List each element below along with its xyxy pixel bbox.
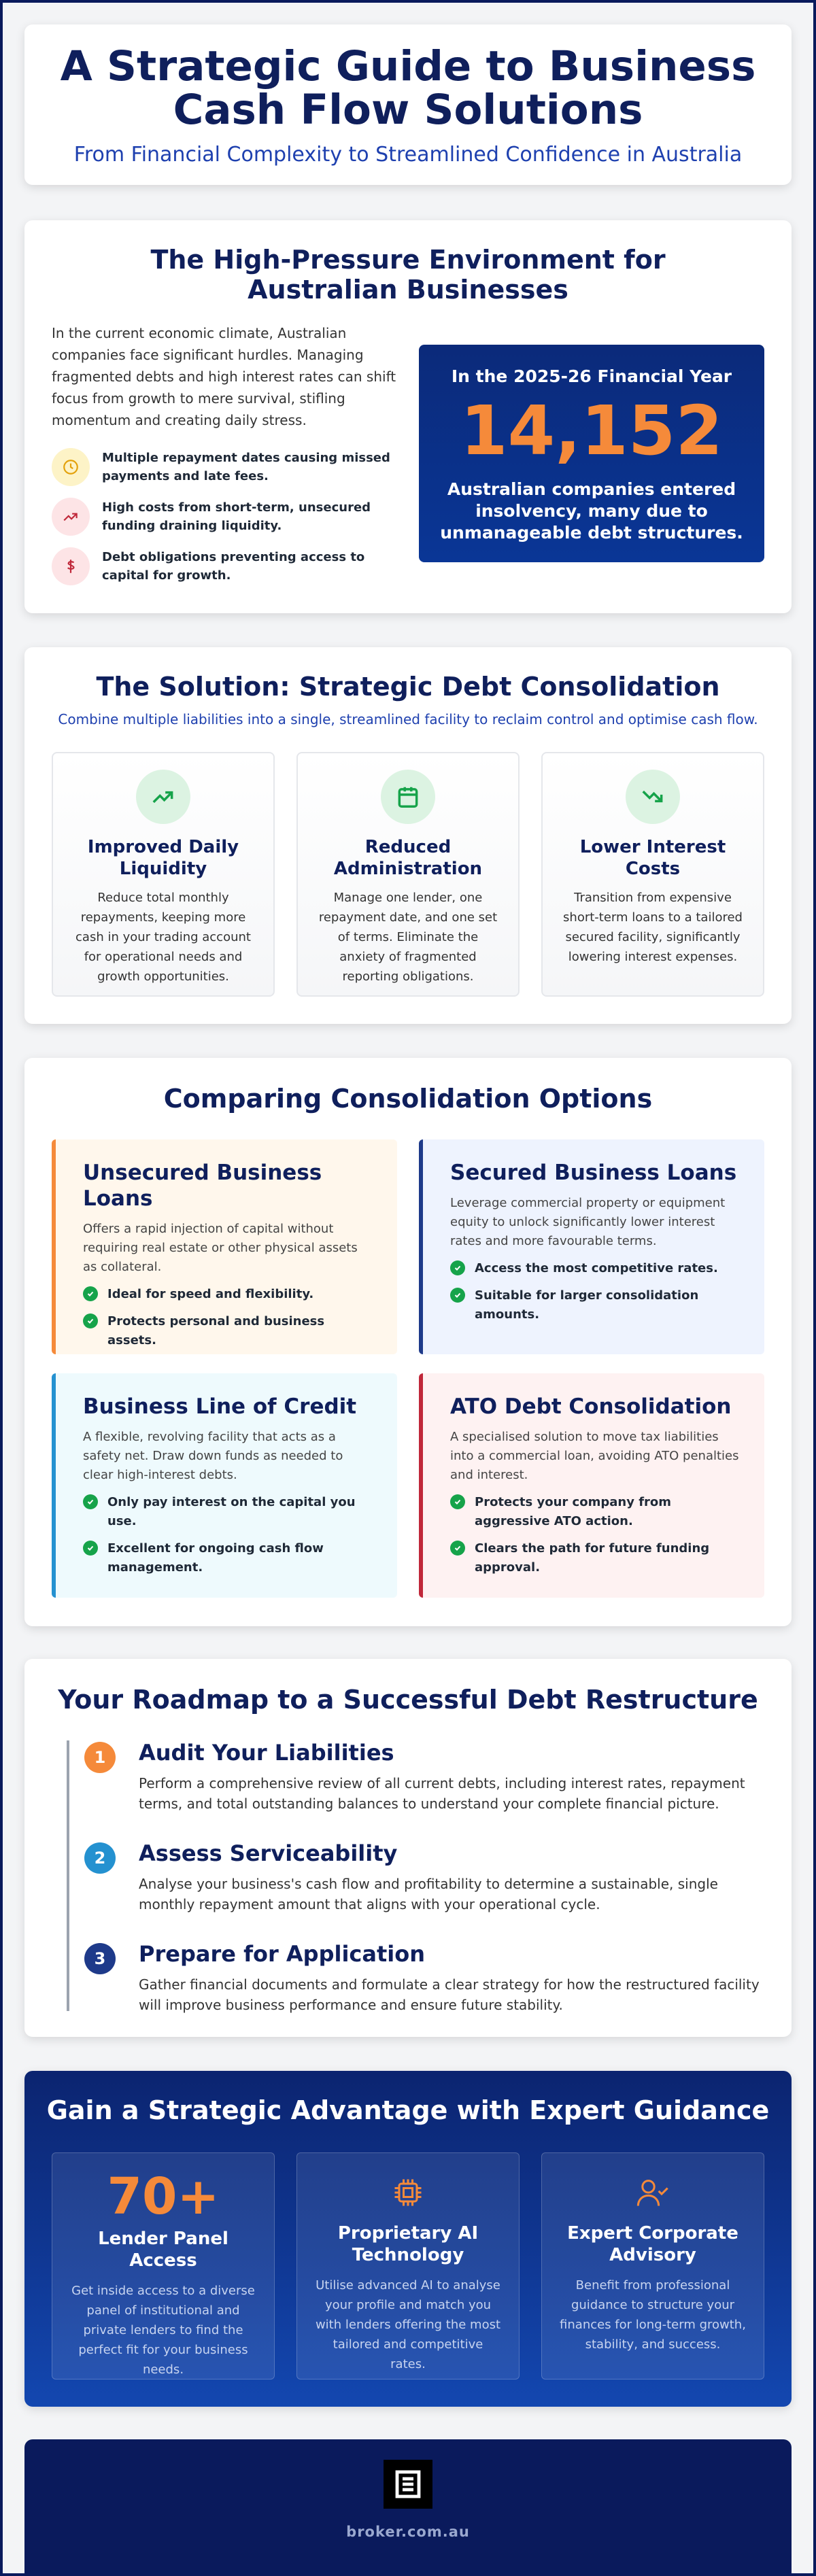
option-point	[450, 1259, 740, 1278]
benefit-title: Improved Daily Liquidity	[87, 837, 239, 879]
step-body: Gather financial documents and formulate a clear strategy for how the restructured facility will improve business performance and ensure future stability.	[139, 1976, 760, 2013]
benefit-card-administration	[296, 752, 520, 997]
trend-up-icon	[136, 770, 190, 824]
advantage-card-lender-panel	[52, 2152, 275, 2380]
advantage-title: Expert Corporate Advisory	[567, 2223, 738, 2265]
option-point-text: Suitable for larger consolidation amounts.	[475, 1288, 699, 1322]
option-point	[83, 1493, 373, 1531]
advantage-body: Get inside access to a diverse panel of institutional and private lenders to find the perfect fit for your business needs.	[71, 2284, 255, 2377]
option-title: Secured Business Loans	[450, 1161, 737, 1185]
option-card-unsecured	[52, 1139, 397, 1354]
option-point	[450, 1539, 740, 1577]
option-point-text: Excellent for ongoing cash flow management.	[107, 1541, 324, 1575]
options-section	[24, 1058, 792, 1626]
hero-card	[24, 24, 792, 185]
option-point-text: Protects your company from aggressive ATO action.	[475, 1495, 672, 1528]
step-number: 3	[84, 1943, 116, 1974]
page-title	[24, 24, 792, 132]
solution-subheading: Combine multiple liabilities into a single, streamlined facility to reclaim control and optimise cash flow.	[58, 711, 758, 727]
option-body: Leverage commercial property or equipment equity to unlock significantly lower interest rates and more favourable terms.	[450, 1196, 726, 1248]
benefit-card-liquidity	[52, 752, 275, 997]
option-card-line-of-credit	[52, 1373, 397, 1598]
option-title: Business Line of Credit	[83, 1394, 357, 1419]
benefit-body: Manage one lender, one repayment date, and one set of terms. Eliminate the anxiety of fragmented reporting obligations.	[318, 891, 498, 984]
issue-text: High costs from short-term, unsecured funding draining liquidity.	[102, 500, 371, 533]
option-point	[450, 1493, 740, 1531]
trend-up-icon	[52, 498, 90, 536]
step-body: Perform a comprehensive review of all current debts, including interest rates, repayment terms, and total outstanding balances to understand your complete financial picture.	[139, 1775, 745, 1812]
advantage-card-advisory	[541, 2152, 764, 2380]
step-number: 2	[84, 1842, 116, 1874]
check-icon	[83, 1313, 98, 1328]
benefit-card-interest	[541, 752, 764, 997]
benefit-body: Reduce total monthly repayments, keeping more cash in your trading account for operational needs and growth opportunities.	[75, 891, 251, 984]
issue-item	[52, 498, 405, 536]
timeline-line	[67, 1740, 69, 2011]
check-icon	[450, 1288, 465, 1303]
option-point	[83, 1539, 373, 1577]
stat-number: 14,152	[460, 391, 723, 470]
check-icon	[83, 1286, 98, 1301]
title-line-1: A Strategic Guide to Business	[60, 42, 756, 90]
issue-item	[52, 547, 405, 585]
option-point	[450, 1286, 740, 1324]
option-point-text: Only pay interest on the capital you use.	[107, 1495, 356, 1528]
advantage-body: Utilise advanced AI to analyse your profile and match you with lenders offering the most tailored and competitive rates.	[315, 2278, 501, 2371]
dollar-icon	[52, 547, 90, 585]
check-icon	[450, 1541, 465, 1556]
roadmap-step-1	[84, 1739, 771, 1814]
roadmap-heading: Your Roadmap to a Successful Debt Restructure	[58, 1685, 758, 1715]
option-title: Unsecured Business Loans	[83, 1161, 322, 1211]
broker-logo[interactable]	[384, 2460, 432, 2509]
roadmap-step-3	[84, 1940, 771, 2015]
option-card-ato	[419, 1373, 764, 1598]
advantage-title: Lender Panel Access	[98, 2229, 228, 2271]
benefit-title: Lower Interest Costs	[579, 837, 726, 879]
roadmap-section	[24, 1659, 792, 2037]
stat-label: In the 2025-26 Financial Year	[451, 366, 732, 386]
advantage-section	[24, 2071, 792, 2407]
step-body: Analyse your business's cash flow and profitability to determine a sustainable, single monthly repayment amount that aligns with your operational cycle.	[139, 1876, 718, 1912]
advantage-title: Proprietary AI Technology	[337, 2223, 479, 2265]
user-check-icon	[632, 2172, 673, 2213]
option-point	[83, 1285, 373, 1304]
check-icon	[83, 1541, 98, 1556]
check-icon	[450, 1494, 465, 1509]
title-line-2: Cash Flow Solutions	[173, 86, 643, 134]
benefit-body: Transition from expensive short-term loans to a tailored secured facility, significantly lowering interest expenses.	[563, 891, 743, 964]
footer-site-link[interactable]: broker.com.au	[346, 2524, 470, 2540]
step-title: Audit Your Liabilities	[139, 1740, 394, 1766]
option-body: Offers a rapid injection of capital without requiring real estate or other physical assets as collateral.	[83, 1222, 358, 1274]
option-body: A flexible, revolving facility that acts as a safety net. Draw down funds as needed to clear high-interest debts.	[83, 1430, 343, 1482]
page-subtitle: From Financial Complexity to Streamlined Confidence in Australia	[73, 143, 743, 167]
advantage-body: Benefit from professional guidance to structure your finances for long-term growth, stability, and success.	[560, 2278, 746, 2352]
trend-down-icon	[626, 770, 680, 824]
options-heading: Comparing Consolidation Options	[163, 1084, 653, 1114]
issue-text: Multiple repayment dates causing missed payments and late fees.	[102, 451, 390, 483]
issue-text: Debt obligations preventing access to capital for growth.	[102, 550, 365, 583]
step-number: 1	[84, 1742, 116, 1773]
option-card-secured	[419, 1139, 764, 1354]
pressure-heading: The High-Pressure Environment for Australian Businesses	[150, 245, 666, 305]
issue-item	[52, 448, 405, 486]
advantage-heading: Gain a Strategic Advantage with Expert Guidance	[46, 2095, 770, 2125]
calendar-icon	[381, 770, 435, 824]
check-icon	[83, 1494, 98, 1509]
benefit-title: Reduced Administration	[333, 837, 483, 879]
step-title: Prepare for Application	[139, 1941, 425, 1967]
pressure-body: In the current economic climate, Australian companies face significant hurdles. Managing fragmented debts and high interest rates can shift focus from growth to mere survival, stifling momentum and creating daily stress.	[52, 325, 396, 428]
option-point-text: Clears the path for future funding approval.	[475, 1541, 710, 1575]
step-title: Assess Serviceability	[139, 1840, 398, 1866]
clock-icon	[52, 448, 90, 486]
solution-heading: The Solution: Strategic Debt Consolidation	[96, 672, 720, 702]
roadmap-step-2	[84, 1840, 771, 1914]
chip-icon	[388, 2172, 428, 2213]
advantage-card-ai	[296, 2152, 520, 2380]
option-body: A specialised solution to move tax liabilities into a commercial loan, avoiding ATO penalties and interest.	[450, 1430, 739, 1482]
option-title: ATO Debt Consolidation	[450, 1394, 732, 1419]
check-icon	[450, 1260, 465, 1275]
option-point-text: Access the most competitive rates.	[475, 1261, 718, 1275]
lender-count: 70+	[107, 2167, 220, 2226]
option-point-text: Protects personal and business assets.	[107, 1314, 325, 1347]
insolvency-stat-box	[419, 345, 764, 562]
stat-description: Australian companies entered insolvency, many due to unmanageable debt structures.	[440, 479, 743, 543]
solution-section	[24, 647, 792, 1024]
pressure-section	[24, 220, 792, 613]
option-point	[83, 1312, 373, 1350]
footer	[24, 2439, 792, 2575]
option-point-text: Ideal for speed and flexibility.	[107, 1287, 314, 1301]
